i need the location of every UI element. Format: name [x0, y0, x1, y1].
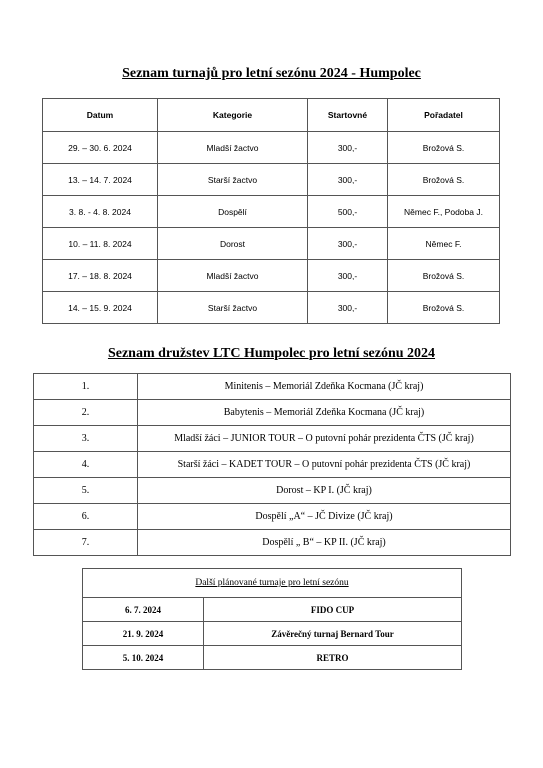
- table-row: [34, 504, 511, 530]
- header-startovne: Startovné: [308, 99, 388, 132]
- cell-startovne: 300,-: [308, 260, 388, 292]
- teams-title: Seznam družstev LTC Humpolec pro letní sezónu 2024: [107, 346, 436, 361]
- team-description: Dorost – KP I. (JČ kraj): [138, 478, 511, 504]
- table-header-row: [83, 569, 462, 598]
- cell-datum: 29. – 30. 6. 2024: [43, 132, 158, 164]
- cell-datum: 3. 8. - 4. 8. 2024: [43, 196, 158, 228]
- cell-startovne: 300,-: [308, 228, 388, 260]
- table-row: [34, 426, 511, 452]
- cell-kategorie: Starší žactvo: [158, 292, 308, 324]
- cell-kategorie: Mladší žactvo: [158, 260, 308, 292]
- cell-kategorie: Starší žactvo: [158, 164, 308, 196]
- team-number: 3.: [34, 426, 138, 452]
- cell-poradatel: Brožová S.: [388, 292, 500, 324]
- teams-table: [33, 373, 511, 556]
- team-number: 5.: [34, 478, 138, 504]
- team-number: 1.: [34, 374, 138, 400]
- cell-startovne: 300,-: [308, 292, 388, 324]
- cell-poradatel: Němec F., Podoba J.: [388, 196, 500, 228]
- planned-tournaments-table: [82, 568, 462, 670]
- team-description: Starší žáci – KADET TOUR – O putovní pohár prezidenta ČTS (JČ kraj): [138, 452, 511, 478]
- team-number: 6.: [34, 504, 138, 530]
- cell-datum: 13. – 14. 7. 2024: [43, 164, 158, 196]
- header-kategorie: Kategorie: [158, 99, 308, 132]
- table-header-row: [43, 99, 500, 132]
- cell-startovne: 300,-: [308, 132, 388, 164]
- table-row: [83, 646, 462, 670]
- tournaments-table: [42, 98, 500, 324]
- table-row: [34, 478, 511, 504]
- table-row: [83, 598, 462, 622]
- planned-tournaments-heading: Další plánované turnaje pro letní sezónu: [83, 569, 462, 598]
- table-row: [34, 400, 511, 426]
- cell-datum: 10. – 11. 8. 2024: [43, 228, 158, 260]
- cell-poradatel: Brožová S.: [388, 260, 500, 292]
- tournaments-title: Seznam turnajů pro letní sezónu 2024 - Humpolec: [122, 66, 421, 81]
- table-row: [83, 622, 462, 646]
- table-row: [43, 260, 500, 292]
- table-row: [43, 292, 500, 324]
- cell-datum: 14. – 15. 9. 2024: [43, 292, 158, 324]
- cell-kategorie: Dorost: [158, 228, 308, 260]
- planned-date: 6. 7. 2024: [83, 598, 204, 622]
- table-row: [34, 530, 511, 556]
- table-row: [43, 132, 500, 164]
- table-row: [43, 228, 500, 260]
- cell-kategorie: Mladší žactvo: [158, 132, 308, 164]
- planned-date: 5. 10. 2024: [83, 646, 204, 670]
- team-description: Babytenis – Memoriál Zdeňka Kocmana (JČ kraj): [138, 400, 511, 426]
- cell-startovne: 500,-: [308, 196, 388, 228]
- table-row: [43, 196, 500, 228]
- planned-name: RETRO: [204, 646, 462, 670]
- planned-name: FIDO CUP: [204, 598, 462, 622]
- table-row: [34, 374, 511, 400]
- cell-poradatel: Němec F.: [388, 228, 500, 260]
- team-description: Mladší žáci – JUNIOR TOUR – O putovní pohár prezidenta ČTS (JČ kraj): [138, 426, 511, 452]
- header-datum: Datum: [43, 99, 158, 132]
- table-row: [43, 164, 500, 196]
- team-description: Minitenis – Memoriál Zdeňka Kocmana (JČ kraj): [138, 374, 511, 400]
- cell-startovne: 300,-: [308, 164, 388, 196]
- team-description: Dospělí „A“ – JČ Divize (JČ kraj): [138, 504, 511, 530]
- cell-poradatel: Brožová S.: [388, 132, 500, 164]
- planned-date: 21. 9. 2024: [83, 622, 204, 646]
- team-description: Dospělí „ B“ – KP II. (JČ kraj): [138, 530, 511, 556]
- cell-datum: 17. – 18. 8. 2024: [43, 260, 158, 292]
- table-row: [34, 452, 511, 478]
- header-poradatel: Pořadatel: [388, 99, 500, 132]
- team-number: 7.: [34, 530, 138, 556]
- cell-kategorie: Dospělí: [158, 196, 308, 228]
- team-number: 2.: [34, 400, 138, 426]
- team-number: 4.: [34, 452, 138, 478]
- cell-poradatel: Brožová S.: [388, 164, 500, 196]
- planned-name: Závěrečný turnaj Bernard Tour: [204, 622, 462, 646]
